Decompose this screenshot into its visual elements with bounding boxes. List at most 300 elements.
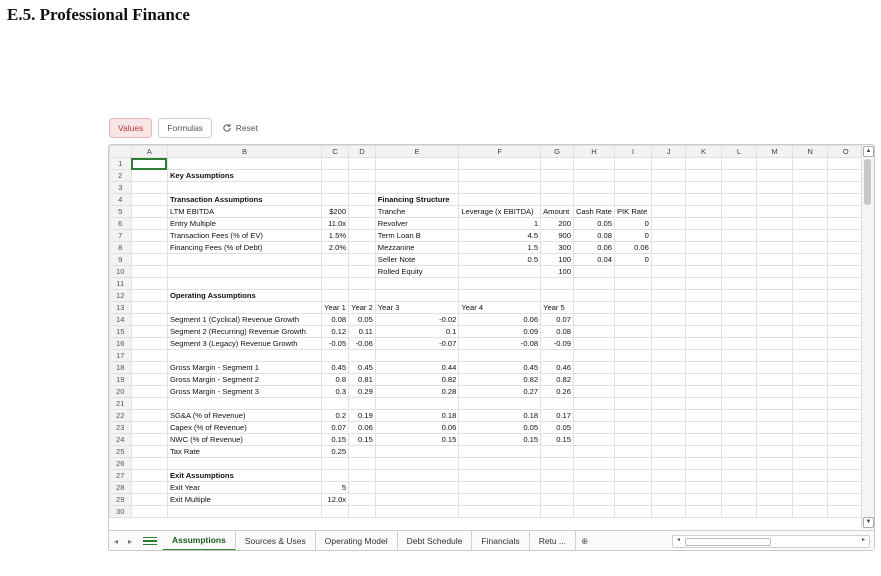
cell[interactable] bbox=[721, 302, 756, 314]
cell[interactable] bbox=[459, 266, 541, 278]
cell[interactable] bbox=[322, 506, 349, 518]
cell[interactable] bbox=[721, 398, 756, 410]
cell[interactable]: 0.15 bbox=[375, 434, 459, 446]
cell[interactable]: -0.06 bbox=[349, 338, 376, 350]
cell[interactable]: Year 3 bbox=[375, 302, 459, 314]
cell[interactable] bbox=[757, 386, 793, 398]
add-sheet-icon[interactable]: ⊕ bbox=[581, 535, 589, 546]
cell[interactable] bbox=[614, 302, 651, 314]
column-header[interactable]: H bbox=[573, 146, 614, 158]
cell[interactable] bbox=[651, 242, 685, 254]
column-header[interactable]: O bbox=[828, 146, 864, 158]
cell[interactable] bbox=[651, 206, 685, 218]
sheet-tab[interactable]: Operating Model bbox=[316, 531, 398, 551]
cell[interactable]: Rolled Equity bbox=[375, 266, 459, 278]
column-header[interactable]: B bbox=[167, 146, 321, 158]
cell[interactable] bbox=[721, 170, 756, 182]
cell[interactable] bbox=[721, 158, 756, 170]
cell[interactable] bbox=[614, 434, 651, 446]
cell[interactable] bbox=[459, 170, 541, 182]
row-header[interactable]: 22 bbox=[110, 410, 132, 422]
cell[interactable] bbox=[131, 470, 167, 482]
cell[interactable] bbox=[757, 398, 793, 410]
cell[interactable]: 0.15 bbox=[541, 434, 574, 446]
cell[interactable] bbox=[131, 350, 167, 362]
cell[interactable] bbox=[349, 506, 376, 518]
cell[interactable] bbox=[573, 422, 614, 434]
column-header[interactable]: E bbox=[375, 146, 459, 158]
cell[interactable] bbox=[721, 422, 756, 434]
cell[interactable] bbox=[721, 278, 756, 290]
cell[interactable] bbox=[541, 194, 574, 206]
cell[interactable]: Transaction Fees (% of EV) bbox=[167, 230, 321, 242]
cell[interactable] bbox=[651, 482, 685, 494]
cell[interactable] bbox=[686, 434, 721, 446]
cell[interactable]: 0.07 bbox=[322, 422, 349, 434]
cell[interactable] bbox=[573, 374, 614, 386]
cell[interactable] bbox=[131, 398, 167, 410]
column-header[interactable]: C bbox=[322, 146, 349, 158]
reset-button[interactable] bbox=[218, 123, 262, 133]
cell[interactable] bbox=[459, 158, 541, 170]
cell[interactable]: Seller Note bbox=[375, 254, 459, 266]
cell[interactable] bbox=[686, 314, 721, 326]
cell[interactable]: 0.81 bbox=[349, 374, 376, 386]
cell[interactable] bbox=[792, 254, 828, 266]
cell[interactable] bbox=[686, 242, 721, 254]
cell[interactable] bbox=[792, 182, 828, 194]
cell[interactable] bbox=[131, 362, 167, 374]
cell[interactable] bbox=[828, 230, 864, 242]
cell[interactable] bbox=[792, 278, 828, 290]
cell[interactable] bbox=[349, 350, 376, 362]
cell[interactable]: 1 bbox=[459, 218, 541, 230]
cell[interactable]: 0.44 bbox=[375, 362, 459, 374]
cell[interactable] bbox=[651, 470, 685, 482]
cell[interactable] bbox=[828, 374, 864, 386]
cell[interactable] bbox=[686, 182, 721, 194]
cell[interactable] bbox=[686, 410, 721, 422]
cell[interactable] bbox=[573, 290, 614, 302]
cell[interactable] bbox=[375, 482, 459, 494]
cell[interactable] bbox=[757, 434, 793, 446]
cell[interactable] bbox=[349, 218, 376, 230]
cell[interactable] bbox=[792, 398, 828, 410]
cell[interactable]: 1.5% bbox=[322, 230, 349, 242]
cell[interactable] bbox=[573, 326, 614, 338]
cell[interactable] bbox=[573, 278, 614, 290]
cell[interactable]: LTM EBITDA bbox=[167, 206, 321, 218]
formulas-button[interactable]: Formulas bbox=[158, 118, 211, 138]
cell[interactable] bbox=[614, 494, 651, 506]
cell[interactable] bbox=[686, 398, 721, 410]
row-header[interactable]: 7 bbox=[110, 230, 132, 242]
cell[interactable] bbox=[459, 494, 541, 506]
cell[interactable] bbox=[375, 398, 459, 410]
cell[interactable] bbox=[322, 158, 349, 170]
cell[interactable] bbox=[459, 278, 541, 290]
cell[interactable] bbox=[757, 338, 793, 350]
cell[interactable] bbox=[686, 170, 721, 182]
cell[interactable] bbox=[541, 290, 574, 302]
cell[interactable] bbox=[167, 254, 321, 266]
scroll-thumb[interactable] bbox=[864, 159, 871, 205]
column-header[interactable]: F bbox=[459, 146, 541, 158]
cell[interactable] bbox=[375, 470, 459, 482]
cell[interactable]: 0.06 bbox=[614, 242, 651, 254]
cell[interactable] bbox=[131, 326, 167, 338]
cell[interactable] bbox=[828, 422, 864, 434]
cell[interactable] bbox=[792, 350, 828, 362]
scroll-up-icon[interactable]: ▲ bbox=[863, 146, 874, 157]
cell[interactable] bbox=[721, 494, 756, 506]
cell[interactable] bbox=[651, 386, 685, 398]
cell[interactable] bbox=[349, 242, 376, 254]
cell-grid[interactable] bbox=[109, 145, 864, 518]
cell[interactable] bbox=[757, 362, 793, 374]
row-header[interactable]: 3 bbox=[110, 182, 132, 194]
cell[interactable] bbox=[459, 506, 541, 518]
cell[interactable] bbox=[721, 290, 756, 302]
cell[interactable] bbox=[651, 374, 685, 386]
cell[interactable] bbox=[757, 374, 793, 386]
cell[interactable] bbox=[541, 170, 574, 182]
select-all-corner[interactable] bbox=[110, 146, 132, 158]
cell[interactable] bbox=[131, 170, 167, 182]
cell[interactable] bbox=[792, 266, 828, 278]
cell[interactable] bbox=[541, 494, 574, 506]
column-header[interactable]: M bbox=[757, 146, 793, 158]
cell[interactable] bbox=[651, 338, 685, 350]
cell[interactable]: Exit Assumptions bbox=[167, 470, 321, 482]
column-header[interactable]: K bbox=[686, 146, 721, 158]
cell[interactable] bbox=[757, 206, 793, 218]
cell[interactable] bbox=[614, 506, 651, 518]
cell[interactable] bbox=[757, 218, 793, 230]
cell[interactable] bbox=[721, 218, 756, 230]
sheet-list-icon[interactable] bbox=[143, 537, 157, 546]
horizontal-scrollbar[interactable] bbox=[672, 535, 870, 548]
cell[interactable]: 0.05 bbox=[573, 218, 614, 230]
cell[interactable] bbox=[131, 446, 167, 458]
cell[interactable] bbox=[131, 182, 167, 194]
cell[interactable] bbox=[792, 506, 828, 518]
cell[interactable] bbox=[322, 458, 349, 470]
cell[interactable] bbox=[686, 218, 721, 230]
cell[interactable] bbox=[757, 494, 793, 506]
cell[interactable] bbox=[322, 254, 349, 266]
cell[interactable]: 0.05 bbox=[459, 422, 541, 434]
column-header[interactable]: N bbox=[792, 146, 828, 158]
cell[interactable] bbox=[651, 158, 685, 170]
cell[interactable] bbox=[721, 410, 756, 422]
cell[interactable] bbox=[686, 230, 721, 242]
cell[interactable] bbox=[614, 386, 651, 398]
cell[interactable]: 0.04 bbox=[573, 254, 614, 266]
cell[interactable] bbox=[757, 482, 793, 494]
cell[interactable] bbox=[686, 422, 721, 434]
row-header[interactable]: 6 bbox=[110, 218, 132, 230]
cell[interactable] bbox=[131, 242, 167, 254]
row-header[interactable]: 2 bbox=[110, 170, 132, 182]
cell[interactable] bbox=[828, 170, 864, 182]
cell[interactable] bbox=[651, 362, 685, 374]
cell[interactable] bbox=[131, 422, 167, 434]
cell[interactable]: 200 bbox=[541, 218, 574, 230]
cell[interactable] bbox=[757, 446, 793, 458]
cell[interactable] bbox=[686, 194, 721, 206]
cell[interactable] bbox=[131, 338, 167, 350]
cell[interactable] bbox=[131, 494, 167, 506]
cell[interactable] bbox=[757, 158, 793, 170]
cell[interactable] bbox=[349, 254, 376, 266]
cell[interactable] bbox=[131, 314, 167, 326]
row-header[interactable]: 4 bbox=[110, 194, 132, 206]
cell[interactable] bbox=[686, 350, 721, 362]
cell[interactable] bbox=[757, 326, 793, 338]
cell[interactable] bbox=[375, 458, 459, 470]
cell[interactable] bbox=[131, 458, 167, 470]
row-header[interactable]: 12 bbox=[110, 290, 132, 302]
cell[interactable] bbox=[349, 206, 376, 218]
cell[interactable] bbox=[828, 206, 864, 218]
cell[interactable] bbox=[651, 194, 685, 206]
grid-area[interactable] bbox=[109, 145, 864, 529]
cell[interactable] bbox=[651, 254, 685, 266]
cell[interactable]: Gross Margin - Segment 3 bbox=[167, 386, 321, 398]
cell[interactable] bbox=[792, 230, 828, 242]
cell[interactable] bbox=[757, 194, 793, 206]
row-header[interactable]: 25 bbox=[110, 446, 132, 458]
column-header[interactable]: L bbox=[721, 146, 756, 158]
cell[interactable] bbox=[614, 266, 651, 278]
cell[interactable]: Entry Multiple bbox=[167, 218, 321, 230]
cell[interactable] bbox=[721, 506, 756, 518]
cell[interactable] bbox=[131, 266, 167, 278]
cell[interactable] bbox=[614, 470, 651, 482]
cell[interactable] bbox=[721, 314, 756, 326]
cell[interactable] bbox=[792, 314, 828, 326]
row-header[interactable]: 9 bbox=[110, 254, 132, 266]
cell[interactable] bbox=[375, 170, 459, 182]
cell[interactable] bbox=[459, 470, 541, 482]
cell[interactable] bbox=[322, 278, 349, 290]
cell[interactable] bbox=[828, 506, 864, 518]
cell[interactable] bbox=[828, 410, 864, 422]
cell[interactable] bbox=[375, 158, 459, 170]
cell[interactable]: Segment 1 (Cyclical) Revenue Growth bbox=[167, 314, 321, 326]
cell[interactable] bbox=[651, 506, 685, 518]
cell[interactable] bbox=[459, 194, 541, 206]
cell[interactable] bbox=[686, 494, 721, 506]
cell[interactable] bbox=[686, 482, 721, 494]
cell[interactable] bbox=[828, 362, 864, 374]
cell[interactable]: Tranche bbox=[375, 206, 459, 218]
cell[interactable]: Gross Margin - Segment 1 bbox=[167, 362, 321, 374]
cell[interactable] bbox=[828, 242, 864, 254]
cell[interactable]: 0.06 bbox=[349, 422, 376, 434]
cell[interactable]: 0.27 bbox=[459, 386, 541, 398]
cell[interactable] bbox=[375, 494, 459, 506]
cell[interactable] bbox=[167, 278, 321, 290]
cell[interactable] bbox=[792, 434, 828, 446]
row-header[interactable]: 27 bbox=[110, 470, 132, 482]
cell[interactable] bbox=[375, 350, 459, 362]
vertical-scrollbar[interactable] bbox=[861, 145, 874, 529]
cell[interactable] bbox=[322, 170, 349, 182]
cell[interactable] bbox=[686, 206, 721, 218]
cell[interactable] bbox=[721, 350, 756, 362]
cell[interactable] bbox=[792, 218, 828, 230]
cell[interactable]: 0.8 bbox=[322, 374, 349, 386]
cell[interactable] bbox=[614, 362, 651, 374]
cell[interactable]: Tax Rate bbox=[167, 446, 321, 458]
cell[interactable]: Year 2 bbox=[349, 302, 376, 314]
cell[interactable] bbox=[573, 314, 614, 326]
cell[interactable]: 0.82 bbox=[375, 374, 459, 386]
cell[interactable] bbox=[614, 398, 651, 410]
cell[interactable] bbox=[614, 482, 651, 494]
cell[interactable]: 0.15 bbox=[322, 434, 349, 446]
cell[interactable] bbox=[322, 398, 349, 410]
cell[interactable]: Segment 3 (Legacy) Revenue Growth bbox=[167, 338, 321, 350]
cell[interactable]: PIK Rate bbox=[614, 206, 651, 218]
cell[interactable] bbox=[614, 194, 651, 206]
cell[interactable] bbox=[828, 326, 864, 338]
cell[interactable] bbox=[757, 302, 793, 314]
cell[interactable] bbox=[721, 446, 756, 458]
cell[interactable] bbox=[757, 410, 793, 422]
cell[interactable]: Key Assumptions bbox=[167, 170, 321, 182]
cell[interactable]: 0.15 bbox=[349, 434, 376, 446]
cell[interactable] bbox=[686, 290, 721, 302]
cell[interactable] bbox=[721, 194, 756, 206]
cell[interactable]: 4.5 bbox=[459, 230, 541, 242]
cell[interactable]: $200 bbox=[322, 206, 349, 218]
cell[interactable]: -0.08 bbox=[459, 338, 541, 350]
cell[interactable] bbox=[459, 182, 541, 194]
sheet-tab[interactable]: Debt Schedule bbox=[398, 531, 473, 551]
cell[interactable]: Transaction Assumptions bbox=[167, 194, 321, 206]
cell[interactable]: 0.25 bbox=[322, 446, 349, 458]
cell[interactable]: 5 bbox=[322, 482, 349, 494]
cell[interactable] bbox=[131, 290, 167, 302]
scroll-left-icon[interactable]: ◂ bbox=[676, 537, 680, 543]
cell[interactable] bbox=[792, 242, 828, 254]
cell[interactable] bbox=[792, 374, 828, 386]
row-header[interactable]: 17 bbox=[110, 350, 132, 362]
cell[interactable]: 0.08 bbox=[573, 230, 614, 242]
cell[interactable] bbox=[614, 350, 651, 362]
cell[interactable]: 11.0x bbox=[322, 218, 349, 230]
row-header[interactable]: 19 bbox=[110, 374, 132, 386]
cell[interactable] bbox=[573, 494, 614, 506]
cell[interactable] bbox=[573, 410, 614, 422]
cell[interactable] bbox=[721, 470, 756, 482]
cell[interactable] bbox=[792, 446, 828, 458]
cell[interactable] bbox=[651, 494, 685, 506]
cell[interactable]: Segment 2 (Recurring) Revenue Growth bbox=[167, 326, 321, 338]
cell[interactable] bbox=[828, 398, 864, 410]
cell[interactable]: 0.06 bbox=[375, 422, 459, 434]
cell[interactable] bbox=[459, 350, 541, 362]
cell[interactable] bbox=[651, 230, 685, 242]
cell[interactable]: Mezzanine bbox=[375, 242, 459, 254]
cell[interactable]: -0.02 bbox=[375, 314, 459, 326]
cell[interactable] bbox=[792, 470, 828, 482]
cell[interactable] bbox=[828, 434, 864, 446]
cell[interactable] bbox=[686, 326, 721, 338]
cell[interactable]: 0.5 bbox=[459, 254, 541, 266]
column-header[interactable]: D bbox=[349, 146, 376, 158]
cell[interactable] bbox=[792, 170, 828, 182]
cell[interactable] bbox=[792, 422, 828, 434]
cell[interactable] bbox=[721, 374, 756, 386]
cell[interactable]: 0.08 bbox=[541, 326, 574, 338]
cell[interactable]: 0.18 bbox=[459, 410, 541, 422]
cell[interactable] bbox=[349, 290, 376, 302]
cell[interactable] bbox=[828, 290, 864, 302]
cell[interactable] bbox=[375, 506, 459, 518]
cell[interactable]: 1.5 bbox=[459, 242, 541, 254]
cell[interactable] bbox=[757, 422, 793, 434]
cell[interactable]: 0 bbox=[614, 254, 651, 266]
cell[interactable] bbox=[686, 158, 721, 170]
cell[interactable]: 0.06 bbox=[573, 242, 614, 254]
cell[interactable] bbox=[828, 482, 864, 494]
cell[interactable] bbox=[131, 410, 167, 422]
cell[interactable] bbox=[721, 326, 756, 338]
cell[interactable] bbox=[349, 494, 376, 506]
cell[interactable] bbox=[828, 182, 864, 194]
cell[interactable] bbox=[541, 470, 574, 482]
cell[interactable]: Amount bbox=[541, 206, 574, 218]
cell[interactable] bbox=[651, 266, 685, 278]
cell[interactable]: 0.26 bbox=[541, 386, 574, 398]
cell[interactable] bbox=[757, 266, 793, 278]
cell[interactable]: NWC (% of Revenue) bbox=[167, 434, 321, 446]
row-header[interactable]: 26 bbox=[110, 458, 132, 470]
row-header[interactable]: 18 bbox=[110, 362, 132, 374]
cell[interactable] bbox=[792, 386, 828, 398]
cell[interactable] bbox=[573, 506, 614, 518]
row-header[interactable]: 11 bbox=[110, 278, 132, 290]
cell[interactable] bbox=[131, 254, 167, 266]
row-header[interactable]: 10 bbox=[110, 266, 132, 278]
cell[interactable] bbox=[828, 470, 864, 482]
cell[interactable] bbox=[349, 458, 376, 470]
cell[interactable] bbox=[721, 482, 756, 494]
cell[interactable] bbox=[541, 158, 574, 170]
cell[interactable] bbox=[614, 290, 651, 302]
cell[interactable] bbox=[322, 194, 349, 206]
cell[interactable] bbox=[573, 338, 614, 350]
cell[interactable] bbox=[757, 290, 793, 302]
cell[interactable] bbox=[459, 398, 541, 410]
cell[interactable] bbox=[541, 458, 574, 470]
cell[interactable]: 0.3 bbox=[322, 386, 349, 398]
cell[interactable] bbox=[651, 446, 685, 458]
cell[interactable] bbox=[792, 338, 828, 350]
cell[interactable] bbox=[131, 482, 167, 494]
cell[interactable]: 0 bbox=[614, 218, 651, 230]
cell[interactable]: Capex (% of Revenue) bbox=[167, 422, 321, 434]
cell[interactable] bbox=[757, 230, 793, 242]
cell[interactable] bbox=[828, 194, 864, 206]
cell[interactable] bbox=[721, 458, 756, 470]
row-header[interactable]: 14 bbox=[110, 314, 132, 326]
cell[interactable] bbox=[721, 230, 756, 242]
